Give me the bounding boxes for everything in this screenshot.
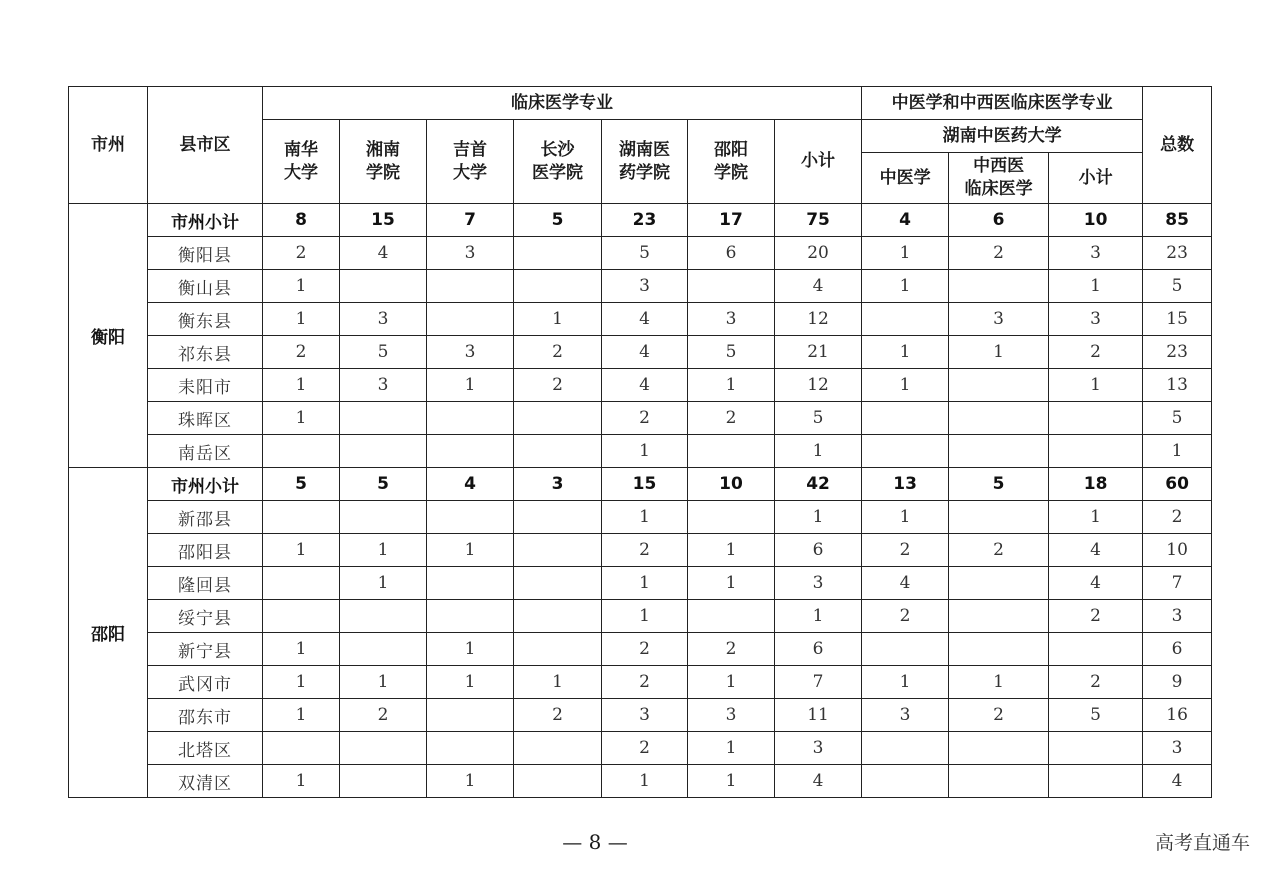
value-cell: 12 [775, 369, 862, 402]
value-cell [427, 567, 514, 600]
value-cell: 15 [340, 204, 427, 237]
header-clinical-col-5 [688, 120, 775, 204]
value-cell: 1 [688, 369, 775, 402]
value-cell: 5 [340, 468, 427, 501]
value-cell: 2 [949, 237, 1049, 270]
header-tcm-subtotal: 小计 [1049, 153, 1143, 204]
page-number: — 8 — [562, 830, 628, 854]
table-row [69, 336, 1212, 369]
value-cell: 1 [427, 633, 514, 666]
value-cell: 60 [1143, 468, 1212, 501]
value-cell [514, 765, 602, 798]
value-cell [514, 567, 602, 600]
value-cell: 23 [1143, 237, 1212, 270]
value-cell [949, 567, 1049, 600]
value-cell: 21 [775, 336, 862, 369]
city-cell: 邵阳 [69, 468, 148, 798]
header-line: 大学 [284, 162, 318, 183]
value-cell: 6 [949, 204, 1049, 237]
county-cell: 衡山县 [148, 270, 263, 303]
header-city: 市州 [69, 87, 148, 204]
value-cell: 1 [263, 303, 340, 336]
value-cell: 3 [1049, 303, 1143, 336]
value-cell [949, 402, 1049, 435]
value-cell [862, 765, 949, 798]
value-cell: 5 [949, 468, 1049, 501]
table-row-subtotal [69, 204, 1212, 237]
header-clinical-col-2 [427, 120, 514, 204]
value-cell: 10 [1143, 534, 1212, 567]
value-cell [427, 303, 514, 336]
value-cell [949, 369, 1049, 402]
value-cell: 3 [602, 699, 688, 732]
header-line: 医学院 [532, 162, 583, 183]
value-cell: 1 [514, 303, 602, 336]
header-tcm-group: 中医学和中西医临床医学专业 [862, 87, 1143, 120]
value-cell: 1 [340, 534, 427, 567]
value-cell: 1 [1049, 369, 1143, 402]
table-row [69, 699, 1212, 732]
value-cell [688, 270, 775, 303]
value-cell: 1 [263, 270, 340, 303]
value-cell: 4 [862, 567, 949, 600]
header-total: 总数 [1143, 87, 1212, 204]
value-cell: 3 [602, 270, 688, 303]
value-cell: 23 [1143, 336, 1212, 369]
value-cell: 13 [862, 468, 949, 501]
value-cell [263, 732, 340, 765]
value-cell: 4 [602, 336, 688, 369]
value-cell: 4 [602, 369, 688, 402]
value-cell [263, 501, 340, 534]
value-cell [340, 600, 427, 633]
table-row [69, 633, 1212, 666]
value-cell [862, 732, 949, 765]
table-row [69, 600, 1212, 633]
value-cell: 3 [1143, 600, 1212, 633]
value-cell: 23 [602, 204, 688, 237]
value-cell: 1 [775, 501, 862, 534]
value-cell [1049, 633, 1143, 666]
value-cell: 3 [775, 732, 862, 765]
table-row [69, 765, 1212, 798]
value-cell: 15 [602, 468, 688, 501]
header-line: 临床医学 [964, 179, 1033, 199]
value-cell [427, 699, 514, 732]
header-clinical-col-0 [263, 120, 340, 204]
header-line: 邵阳 [714, 139, 748, 160]
county-cell: 隆回县 [148, 567, 263, 600]
header-clinical-group: 临床医学专业 [263, 87, 862, 120]
value-cell: 1 [340, 666, 427, 699]
value-cell: 3 [862, 699, 949, 732]
table-row [69, 369, 1212, 402]
value-cell: 1 [1143, 435, 1212, 468]
value-cell: 3 [688, 699, 775, 732]
value-cell: 2 [602, 534, 688, 567]
value-cell: 5 [1049, 699, 1143, 732]
value-cell: 18 [1049, 468, 1143, 501]
value-cell [1049, 435, 1143, 468]
header-line: 中医学 [879, 167, 931, 188]
value-cell [514, 600, 602, 633]
county-cell: 新宁县 [148, 633, 263, 666]
value-cell: 85 [1143, 204, 1212, 237]
value-cell [263, 435, 340, 468]
value-cell [514, 501, 602, 534]
county-cell: 新邵县 [148, 501, 263, 534]
header-line: 南华 [284, 139, 318, 160]
value-cell: 4 [862, 204, 949, 237]
county-cell: 双清区 [148, 765, 263, 798]
value-cell: 1 [602, 567, 688, 600]
value-cell: 5 [514, 204, 602, 237]
value-cell [949, 435, 1049, 468]
value-cell: 1 [602, 765, 688, 798]
value-cell [340, 270, 427, 303]
value-cell: 5 [775, 402, 862, 435]
value-cell [949, 765, 1049, 798]
value-cell: 1 [602, 600, 688, 633]
value-cell [340, 402, 427, 435]
value-cell: 3 [775, 567, 862, 600]
value-cell: 2 [340, 699, 427, 732]
value-cell: 1 [949, 336, 1049, 369]
value-cell: 5 [263, 468, 340, 501]
value-cell [949, 633, 1049, 666]
table-row [69, 567, 1212, 600]
watermark: 高考直通车 [1154, 832, 1250, 854]
quota-table [68, 86, 1212, 798]
value-cell: 5 [602, 237, 688, 270]
value-cell: 2 [1049, 666, 1143, 699]
value-cell: 4 [1049, 567, 1143, 600]
value-cell: 2 [688, 633, 775, 666]
table-row-subtotal [69, 468, 1212, 501]
value-cell: 75 [775, 204, 862, 237]
value-cell: 2 [1143, 501, 1212, 534]
value-cell [949, 501, 1049, 534]
value-cell: 2 [602, 633, 688, 666]
header-line: 湘南 [366, 139, 400, 160]
value-cell: 1 [427, 534, 514, 567]
value-cell [427, 435, 514, 468]
value-cell: 1 [263, 534, 340, 567]
value-cell [514, 237, 602, 270]
value-cell: 1 [949, 666, 1049, 699]
county-cell: 珠晖区 [148, 402, 263, 435]
value-cell [688, 501, 775, 534]
county-cell: 市州小计 [148, 468, 263, 501]
value-cell: 3 [1049, 237, 1143, 270]
county-cell: 市州小计 [148, 204, 263, 237]
value-cell: 1 [862, 237, 949, 270]
header-clinical-col-4 [602, 120, 688, 204]
header-clinical-subtotal: 小计 [775, 120, 862, 204]
value-cell [949, 270, 1049, 303]
value-cell [862, 633, 949, 666]
table-row [69, 237, 1212, 270]
value-cell: 2 [514, 699, 602, 732]
value-cell: 4 [775, 270, 862, 303]
value-cell: 15 [1143, 303, 1212, 336]
county-cell: 衡东县 [148, 303, 263, 336]
value-cell: 2 [514, 336, 602, 369]
county-cell: 祁东县 [148, 336, 263, 369]
value-cell [340, 435, 427, 468]
county-cell: 武冈市 [148, 666, 263, 699]
value-cell: 2 [602, 402, 688, 435]
value-cell: 1 [688, 567, 775, 600]
county-cell: 邵阳县 [148, 534, 263, 567]
value-cell: 1 [263, 369, 340, 402]
value-cell: 2 [1049, 336, 1143, 369]
value-cell: 3 [1143, 732, 1212, 765]
value-cell [427, 600, 514, 633]
value-cell [340, 501, 427, 534]
value-cell: 2 [263, 237, 340, 270]
table-row [69, 435, 1212, 468]
county-cell: 衡阳县 [148, 237, 263, 270]
value-cell [514, 633, 602, 666]
table-row [69, 270, 1212, 303]
value-cell: 2 [514, 369, 602, 402]
value-cell: 5 [1143, 270, 1212, 303]
value-cell: 11 [775, 699, 862, 732]
value-cell [1049, 402, 1143, 435]
value-cell [427, 270, 514, 303]
county-cell: 邵东市 [148, 699, 263, 732]
value-cell: 1 [427, 369, 514, 402]
value-cell [688, 600, 775, 633]
county-cell: 南岳区 [148, 435, 263, 468]
value-cell: 2 [263, 336, 340, 369]
table-row [69, 303, 1212, 336]
value-cell [427, 732, 514, 765]
value-cell: 1 [688, 534, 775, 567]
value-cell [340, 732, 427, 765]
value-cell [862, 303, 949, 336]
table-row [69, 666, 1212, 699]
value-cell: 4 [1049, 534, 1143, 567]
value-cell [1049, 765, 1143, 798]
value-cell: 6 [775, 534, 862, 567]
value-cell: 20 [775, 237, 862, 270]
table-row [69, 501, 1212, 534]
value-cell: 1 [602, 501, 688, 534]
table-row [69, 402, 1212, 435]
value-cell: 1 [1049, 501, 1143, 534]
value-cell [514, 732, 602, 765]
value-cell [263, 567, 340, 600]
value-cell [340, 765, 427, 798]
value-cell [514, 402, 602, 435]
value-cell: 1 [688, 732, 775, 765]
value-cell: 12 [775, 303, 862, 336]
value-cell: 3 [427, 237, 514, 270]
value-cell: 3 [514, 468, 602, 501]
value-cell: 2 [1049, 600, 1143, 633]
value-cell: 5 [688, 336, 775, 369]
value-cell: 17 [688, 204, 775, 237]
value-cell: 4 [1143, 765, 1212, 798]
value-cell: 5 [1143, 402, 1212, 435]
value-cell: 4 [340, 237, 427, 270]
value-cell: 1 [263, 666, 340, 699]
table-header [69, 87, 1212, 204]
value-cell: 1 [427, 765, 514, 798]
value-cell: 1 [862, 336, 949, 369]
value-cell: 3 [949, 303, 1049, 336]
value-cell: 2 [862, 600, 949, 633]
value-cell: 4 [602, 303, 688, 336]
county-cell: 北塔区 [148, 732, 263, 765]
value-cell: 1 [775, 600, 862, 633]
header-line: 长沙 [540, 139, 575, 160]
table-row [69, 732, 1212, 765]
value-cell: 8 [263, 204, 340, 237]
value-cell [340, 633, 427, 666]
header-tcm-university: 湖南中医药大学 [862, 120, 1143, 153]
value-cell: 1 [688, 765, 775, 798]
value-cell: 10 [688, 468, 775, 501]
value-cell [427, 501, 514, 534]
value-cell: 2 [862, 534, 949, 567]
value-cell: 3 [427, 336, 514, 369]
value-cell: 3 [688, 303, 775, 336]
value-cell: 5 [340, 336, 427, 369]
value-cell [1049, 732, 1143, 765]
value-cell: 1 [263, 633, 340, 666]
value-cell [862, 402, 949, 435]
value-cell: 6 [1143, 633, 1212, 666]
value-cell [263, 600, 340, 633]
value-cell: 1 [862, 666, 949, 699]
value-cell: 1 [862, 270, 949, 303]
table-body [69, 204, 1212, 798]
value-cell: 1 [263, 765, 340, 798]
value-cell: 1 [862, 501, 949, 534]
value-cell [514, 534, 602, 567]
header-line: 湖南医 [619, 139, 670, 160]
value-cell: 2 [688, 402, 775, 435]
value-cell: 1 [862, 369, 949, 402]
header-clinical-col-1 [340, 120, 427, 204]
value-cell: 1 [263, 402, 340, 435]
county-cell: 绥宁县 [148, 600, 263, 633]
value-cell: 1 [1049, 270, 1143, 303]
header-line: 学院 [366, 162, 400, 183]
value-cell: 42 [775, 468, 862, 501]
value-cell: 1 [340, 567, 427, 600]
value-cell: 4 [775, 765, 862, 798]
header-line: 大学 [453, 162, 487, 183]
value-cell: 1 [602, 435, 688, 468]
value-cell [949, 600, 1049, 633]
header-line: 吉首 [453, 139, 487, 160]
value-cell [427, 402, 514, 435]
header-tcm-col-1 [949, 153, 1049, 204]
value-cell: 10 [1049, 204, 1143, 237]
value-cell: 2 [602, 666, 688, 699]
value-cell: 1 [688, 666, 775, 699]
value-cell: 7 [775, 666, 862, 699]
value-cell: 13 [1143, 369, 1212, 402]
value-cell: 3 [340, 303, 427, 336]
value-cell: 2 [602, 732, 688, 765]
city-cell: 衡阳 [69, 204, 148, 468]
value-cell: 9 [1143, 666, 1212, 699]
header-tcm-col-0 [862, 153, 949, 204]
header-line: 中西医 [973, 156, 1025, 176]
header-county: 县市区 [148, 87, 263, 204]
value-cell: 1 [427, 666, 514, 699]
county-cell: 耒阳市 [148, 369, 263, 402]
value-cell [949, 732, 1049, 765]
value-cell: 2 [949, 534, 1049, 567]
value-cell [514, 270, 602, 303]
value-cell: 6 [775, 633, 862, 666]
value-cell [862, 435, 949, 468]
value-cell [688, 435, 775, 468]
value-cell: 6 [688, 237, 775, 270]
value-cell [514, 435, 602, 468]
header-line: 药学院 [619, 162, 670, 183]
table-row [69, 534, 1212, 567]
value-cell: 16 [1143, 699, 1212, 732]
value-cell: 7 [1143, 567, 1212, 600]
header-line: 学院 [714, 162, 748, 183]
value-cell: 2 [949, 699, 1049, 732]
value-cell: 7 [427, 204, 514, 237]
value-cell: 3 [340, 369, 427, 402]
header-clinical-col-3 [514, 120, 602, 204]
value-cell: 1 [775, 435, 862, 468]
value-cell: 1 [263, 699, 340, 732]
value-cell: 4 [427, 468, 514, 501]
value-cell: 1 [514, 666, 602, 699]
